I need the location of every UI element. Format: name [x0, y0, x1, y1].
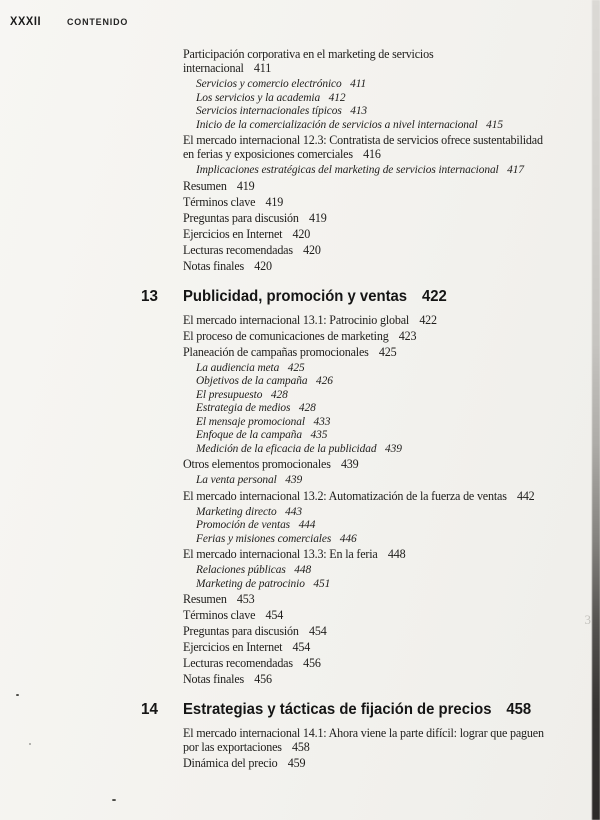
toc-entry-line: internacional 411 [183, 60, 272, 75]
toc-subentry [196, 104, 595, 118]
toc-entry-line: El mensaje promocional 433 [196, 413, 331, 428]
chapter-number: 14 [141, 701, 158, 718]
toc-entry-line: Participación corporativa en el marketing de servicios [183, 46, 434, 61]
toc-entry [183, 672, 595, 686]
toc-entry [183, 195, 595, 209]
dust-speck [16, 694, 19, 696]
page-number: 416 [363, 146, 381, 161]
toc-entry-line: Términos clave 419 [183, 193, 284, 209]
page-number: 444 [298, 517, 316, 531]
toc-entry-line: Otros elementos promocionales 439 [183, 456, 359, 471]
page-number: 448 [387, 546, 406, 561]
scan-gutter-shadow [592, 0, 600, 820]
toc-entry-line: El mercado internacional 13.1: Patrocinio global 422 [183, 311, 437, 327]
toc-entry [183, 457, 595, 471]
toc-entry [183, 624, 595, 638]
toc-subentry [196, 518, 595, 532]
toc-entry-line: Marketing de patrocinio 451 [196, 575, 331, 590]
toc-entry-line: Estrategia de medios 428 [196, 400, 316, 414]
toc-entry [183, 133, 595, 161]
page-number: 439 [285, 472, 303, 486]
page-number: 456 [303, 655, 321, 670]
page-number: 423 [398, 327, 417, 343]
page-number: 413 [350, 103, 368, 117]
toc-entry [183, 656, 595, 670]
toc-subentry [196, 415, 595, 429]
running-title: CONTENIDO [66, 17, 129, 28]
ghost-page-number: 3 [584, 612, 591, 627]
toc-entry [183, 179, 595, 193]
toc-entry-line: Lecturas recomendadas 456 [183, 655, 321, 670]
toc-entry-line: Preguntas para discusión 419 [183, 209, 327, 225]
page-number: 415 [486, 116, 503, 131]
page-number: 454 [292, 639, 311, 654]
toc-subentry [196, 374, 595, 388]
page-number: 442 [516, 487, 535, 503]
page-number: 412 [328, 89, 346, 104]
toc-subentry [196, 163, 595, 177]
toc-entry-line: Los servicios y la academia 412 [196, 89, 346, 104]
toc-entry [183, 756, 595, 770]
toc-entry-line: El mercado internacional 13.3: En la feria 448 [183, 546, 406, 561]
toc-entry-line: Relaciones públicas 448 [196, 562, 312, 576]
page-number: 454 [265, 607, 284, 622]
toc-entry-line: El mercado internacional 12.3: Contratista de servicios ofrece sustentabilidad [183, 132, 543, 147]
toc-subentry [196, 532, 595, 546]
chapter-number: 13 [141, 287, 158, 305]
toc-entry-line: Ejercicios en Internet 420 [183, 225, 311, 241]
page-number: 439 [340, 456, 359, 471]
toc-entry-line: Servicios y comercio electrónico 411 [196, 76, 367, 90]
page-number: 453 [236, 591, 255, 606]
toc-subentry [196, 361, 595, 375]
chapter-heading [141, 700, 595, 720]
toc-subentry [196, 428, 595, 442]
page-number: 417 [507, 162, 525, 176]
toc-entry [183, 726, 595, 754]
toc-entry [183, 489, 595, 503]
toc-entry-line: en ferias y exposiciones comerciales 416 [183, 146, 381, 161]
page-number: 425 [287, 359, 305, 374]
page-number: 433 [313, 413, 331, 428]
toc-entry [183, 345, 595, 359]
chapter-title: Estrategias y tácticas de fijación de precios [183, 701, 492, 718]
chapter-heading [141, 287, 595, 307]
toc-entry-line: Preguntas para discusión 454 [183, 623, 327, 638]
toc-entry [183, 227, 595, 241]
toc-entry [183, 313, 595, 327]
page-number: 419 [308, 209, 327, 225]
page-number: 411 [253, 60, 272, 75]
toc-entry-line: Lecturas recomendadas 420 [183, 241, 321, 257]
page-number: 419 [236, 177, 255, 193]
toc-entry [183, 329, 595, 343]
toc-entry-line: Enfoque de la campaña 435 [196, 427, 328, 441]
toc-entry-line: Marketing directo 443 [196, 503, 302, 518]
toc-entry-line: Servicios internacionales típicos 413 [196, 103, 368, 117]
toc-subentry [196, 442, 595, 456]
toc-entry-line: Planeación de campañas promocionales 425 [183, 343, 397, 359]
toc-entry-line: Notas finales 456 [183, 671, 272, 686]
page-number: 448 [294, 562, 312, 576]
page-number: 420 [303, 241, 321, 257]
toc-entry [183, 547, 595, 561]
toc-entry [183, 592, 595, 606]
chapter-title: Publicidad, promoción y ventas [183, 287, 408, 305]
folio-page-number: XXXII [10, 16, 42, 28]
page-number: 439 [385, 440, 402, 455]
toc-subentry [196, 577, 595, 591]
page-number: 458 [292, 739, 310, 754]
toc-entry-line: La venta personal 439 [196, 472, 303, 486]
page-number: 454 [308, 623, 327, 638]
toc-subentry [196, 91, 595, 105]
toc-entry-line: Dinámica del precio 459 [183, 755, 306, 770]
toc-entry-line: Implicaciones estratégicas del marketing de servicios internacional 417 [196, 162, 525, 176]
toc [141, 45, 595, 772]
toc-entry-line: El mercado internacional 13.2: Automatización de la fuerza de ventas 442 [183, 487, 535, 503]
page-number: 419 [265, 193, 284, 209]
dust-speck [112, 799, 116, 801]
page-number: 446 [339, 530, 357, 545]
chapter-page: 458 [506, 701, 532, 718]
toc-subentry [196, 401, 595, 415]
toc-entry [183, 640, 595, 654]
toc-subentry [196, 563, 595, 577]
toc-entry-line: Notas finales 420 [183, 257, 272, 273]
toc-entry-line: El proceso de comunicaciones de marketing 423 [183, 327, 417, 343]
page-number: 451 [313, 575, 331, 590]
toc-entry [183, 259, 595, 273]
toc-entry-line: Promoción de ventas 444 [196, 517, 316, 531]
toc-entry-line: Términos clave 454 [183, 607, 284, 622]
toc-entry-line: Objetivos de la campaña 426 [196, 373, 333, 387]
page-number: 422 [419, 311, 437, 327]
toc-entry [183, 608, 595, 622]
toc-subentry [196, 505, 595, 519]
page-number: 428 [270, 386, 288, 401]
toc-entry-line: Medición de la eficacia de la publicidad 439 [196, 440, 402, 455]
toc-subentry [196, 118, 595, 132]
toc-entry-line: Resumen 419 [183, 177, 255, 193]
toc-entry [183, 47, 595, 75]
page-number: 420 [292, 225, 311, 241]
toc-entry [183, 243, 595, 257]
dust-speck [29, 743, 31, 745]
page-number: 425 [378, 343, 397, 359]
page-number: 428 [298, 400, 316, 414]
page-number: 435 [310, 427, 328, 441]
toc-entry-line: Ejercicios en Internet 454 [183, 639, 311, 654]
toc-entry-line: Inicio de la comercialización de servicios a nivel internacional 415 [196, 116, 503, 131]
toc-entry-line: El mercado internacional 14.1: Ahora viene la parte difícil: lograr que paguen [183, 725, 544, 740]
toc-entry-line: Resumen 453 [183, 591, 255, 606]
toc-subentry [196, 388, 595, 402]
toc-entry-line: Ferias y misiones comerciales 446 [196, 530, 357, 545]
toc-subentry [196, 77, 595, 91]
page-number: 456 [254, 671, 272, 686]
running-header [10, 12, 132, 30]
page-number: 426 [316, 373, 333, 387]
page-number: 459 [287, 755, 306, 770]
page-number: 420 [254, 257, 272, 273]
toc-subentry [196, 473, 595, 487]
chapter-page: 422 [421, 287, 447, 305]
toc-entry-line: por las exportaciones 458 [183, 739, 310, 754]
page-number: 411 [350, 76, 367, 90]
toc-entry-line: La audiencia meta 425 [196, 359, 305, 374]
toc-entry-line: El presupuesto 428 [196, 386, 288, 401]
page-number: 443 [285, 503, 302, 518]
toc-entry [183, 211, 595, 225]
